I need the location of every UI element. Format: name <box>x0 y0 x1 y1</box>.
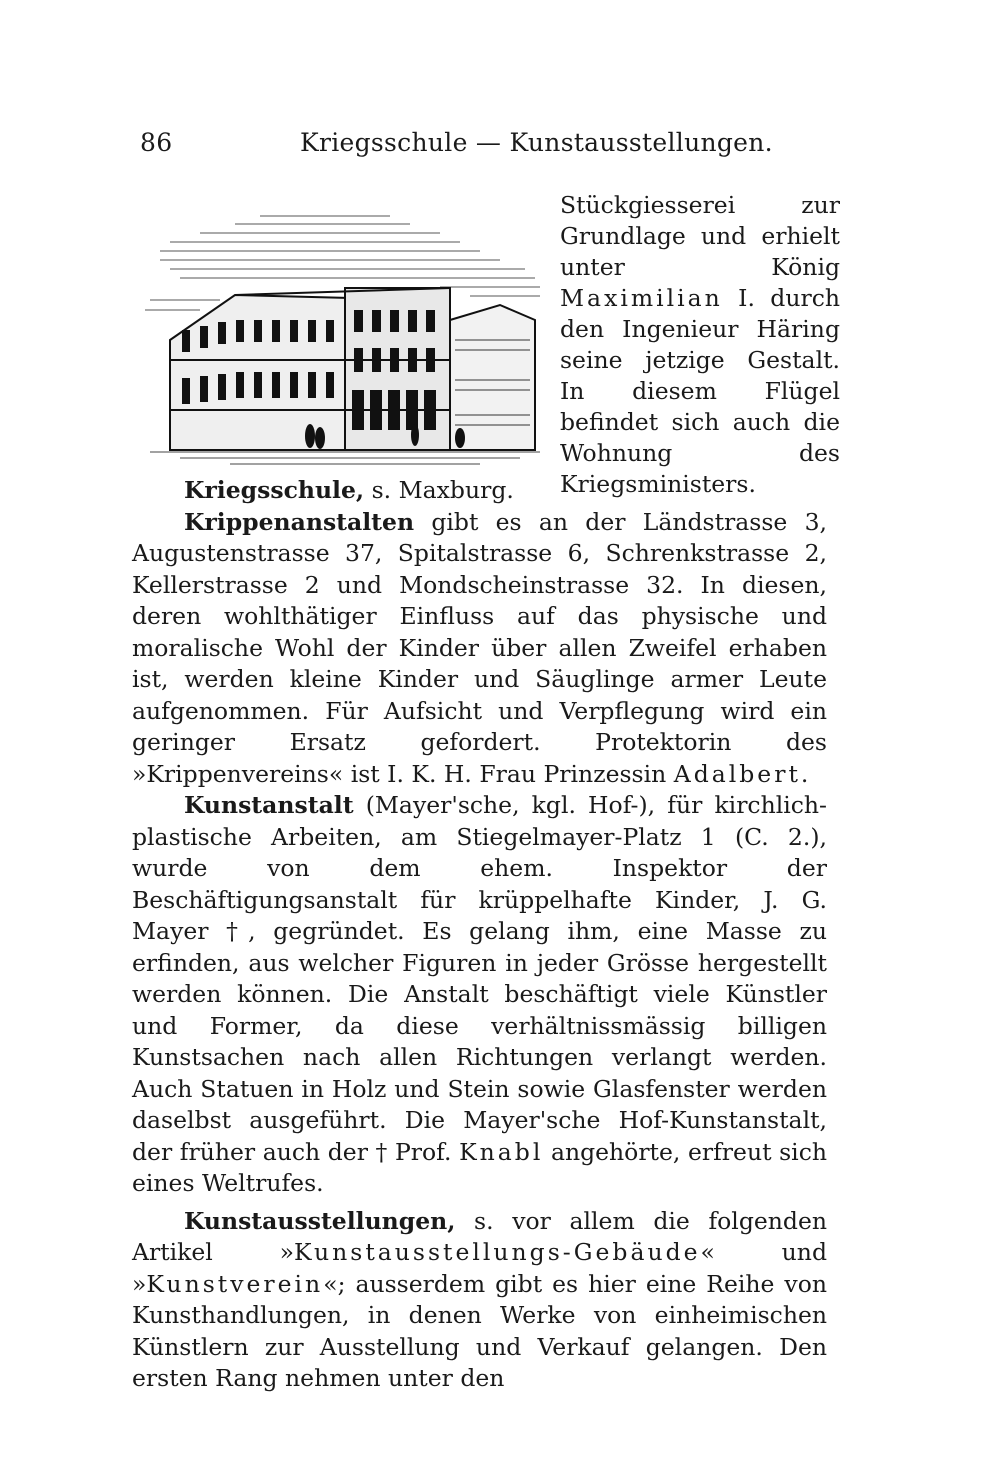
lemma: Krippenanstalten <box>184 507 415 536</box>
cross-reference: Kunstausstellungs-Gebäude <box>293 1238 701 1266</box>
engraving-kriegsschule-building <box>140 200 545 470</box>
entry-krippenanstalten: Krippenanstalten gibt es an der Ländstrasse 3, Augustenstrasse 37, Spitalstrasse 6, Schrenkstrasse 2, Kellerstrasse 2 und Mondscheinstrasse 32. In diesen, deren wohlthätiger Einfluss auf das physische und moralische Wohl der Kinder über allen Zweifel erhaben ist, werden kleine Kinder und Säuglinge armer Leute aufgenommen. Für Aufsicht und Verpflegung wird ein geringer Ersatz gefordert. Protektorin des »Krippenvereins« ist I. K. H. Frau Prinzessin Adalbert. <box>132 507 827 788</box>
building-illustration <box>140 200 545 470</box>
side-paragraph: Stückgiesserei zur Grundlage und erhielt unter König Maximilian I. durch den Ingenieur Häring seine jetzige Gestalt. In diesem Flügel befindet sich auch die Wohnung des Kriegsministers. <box>560 191 840 498</box>
entry-kunstausstellungen: Kunstausstellungen, s. vor allem die folgenden Artikel »Kunstausstellungs-Gebäude« und »Kunstverein«; ausserdem gibt es hier eine Reihe von Kunsthandlungen, in denen Werke von einheimischen Künstlern zur Ausstellung und Verkauf gelangen. Den ersten Rang nehmen unter den <box>132 1206 827 1392</box>
lemma: Kunstanstalt <box>184 791 354 819</box>
cross-reference: Kunstverein <box>146 1269 324 1298</box>
person-name-adalbert: Adalbert <box>673 759 801 788</box>
running-head <box>140 128 773 157</box>
main-text-column <box>132 475 827 1395</box>
entry-kriegsschule: Kriegsschule, s. Maxburg. <box>184 476 514 504</box>
person-name-maximilian: Maximilian <box>560 284 723 312</box>
lemma: Kunstausstellungen, <box>184 1206 456 1235</box>
running-title: Kriegsschule — Kunstausstellungen. <box>300 128 773 157</box>
entry-kunstanstalt: Kunstanstalt (Mayer'sche, kgl. Hof-), für kirchlich-plastische Arbeiten, am Stiegelmayer-Platz 1 (C. 2.), wurde von dem ehem. Inspektor der Beschäftigungsanstalt für krüppelhafte Kinder, J. G. Mayer †, gegründet. Es gelang ihm, eine Masse zu erfinden, aus welcher Figuren in jeder Grösse hergestellt werden können. Die Anstalt beschäftigt viele Künstler und Former, da diese verhältnissmässig billigen Kunstsachen nach allen Richtungen verlangt werden. Auch Statuen in Holz und Stein sowie Glasfenster werden daselbst ausgeführt. Die Mayer'sche Hof-Kunstanstalt, der früher auch der † Prof. Knabl angehörte, erfreut sich eines Weltrufes. <box>132 791 827 1197</box>
lemma: Kriegsschule, <box>184 476 365 504</box>
page-number: 86 <box>140 128 173 157</box>
person-name-knabl: Knabl <box>459 1137 544 1166</box>
